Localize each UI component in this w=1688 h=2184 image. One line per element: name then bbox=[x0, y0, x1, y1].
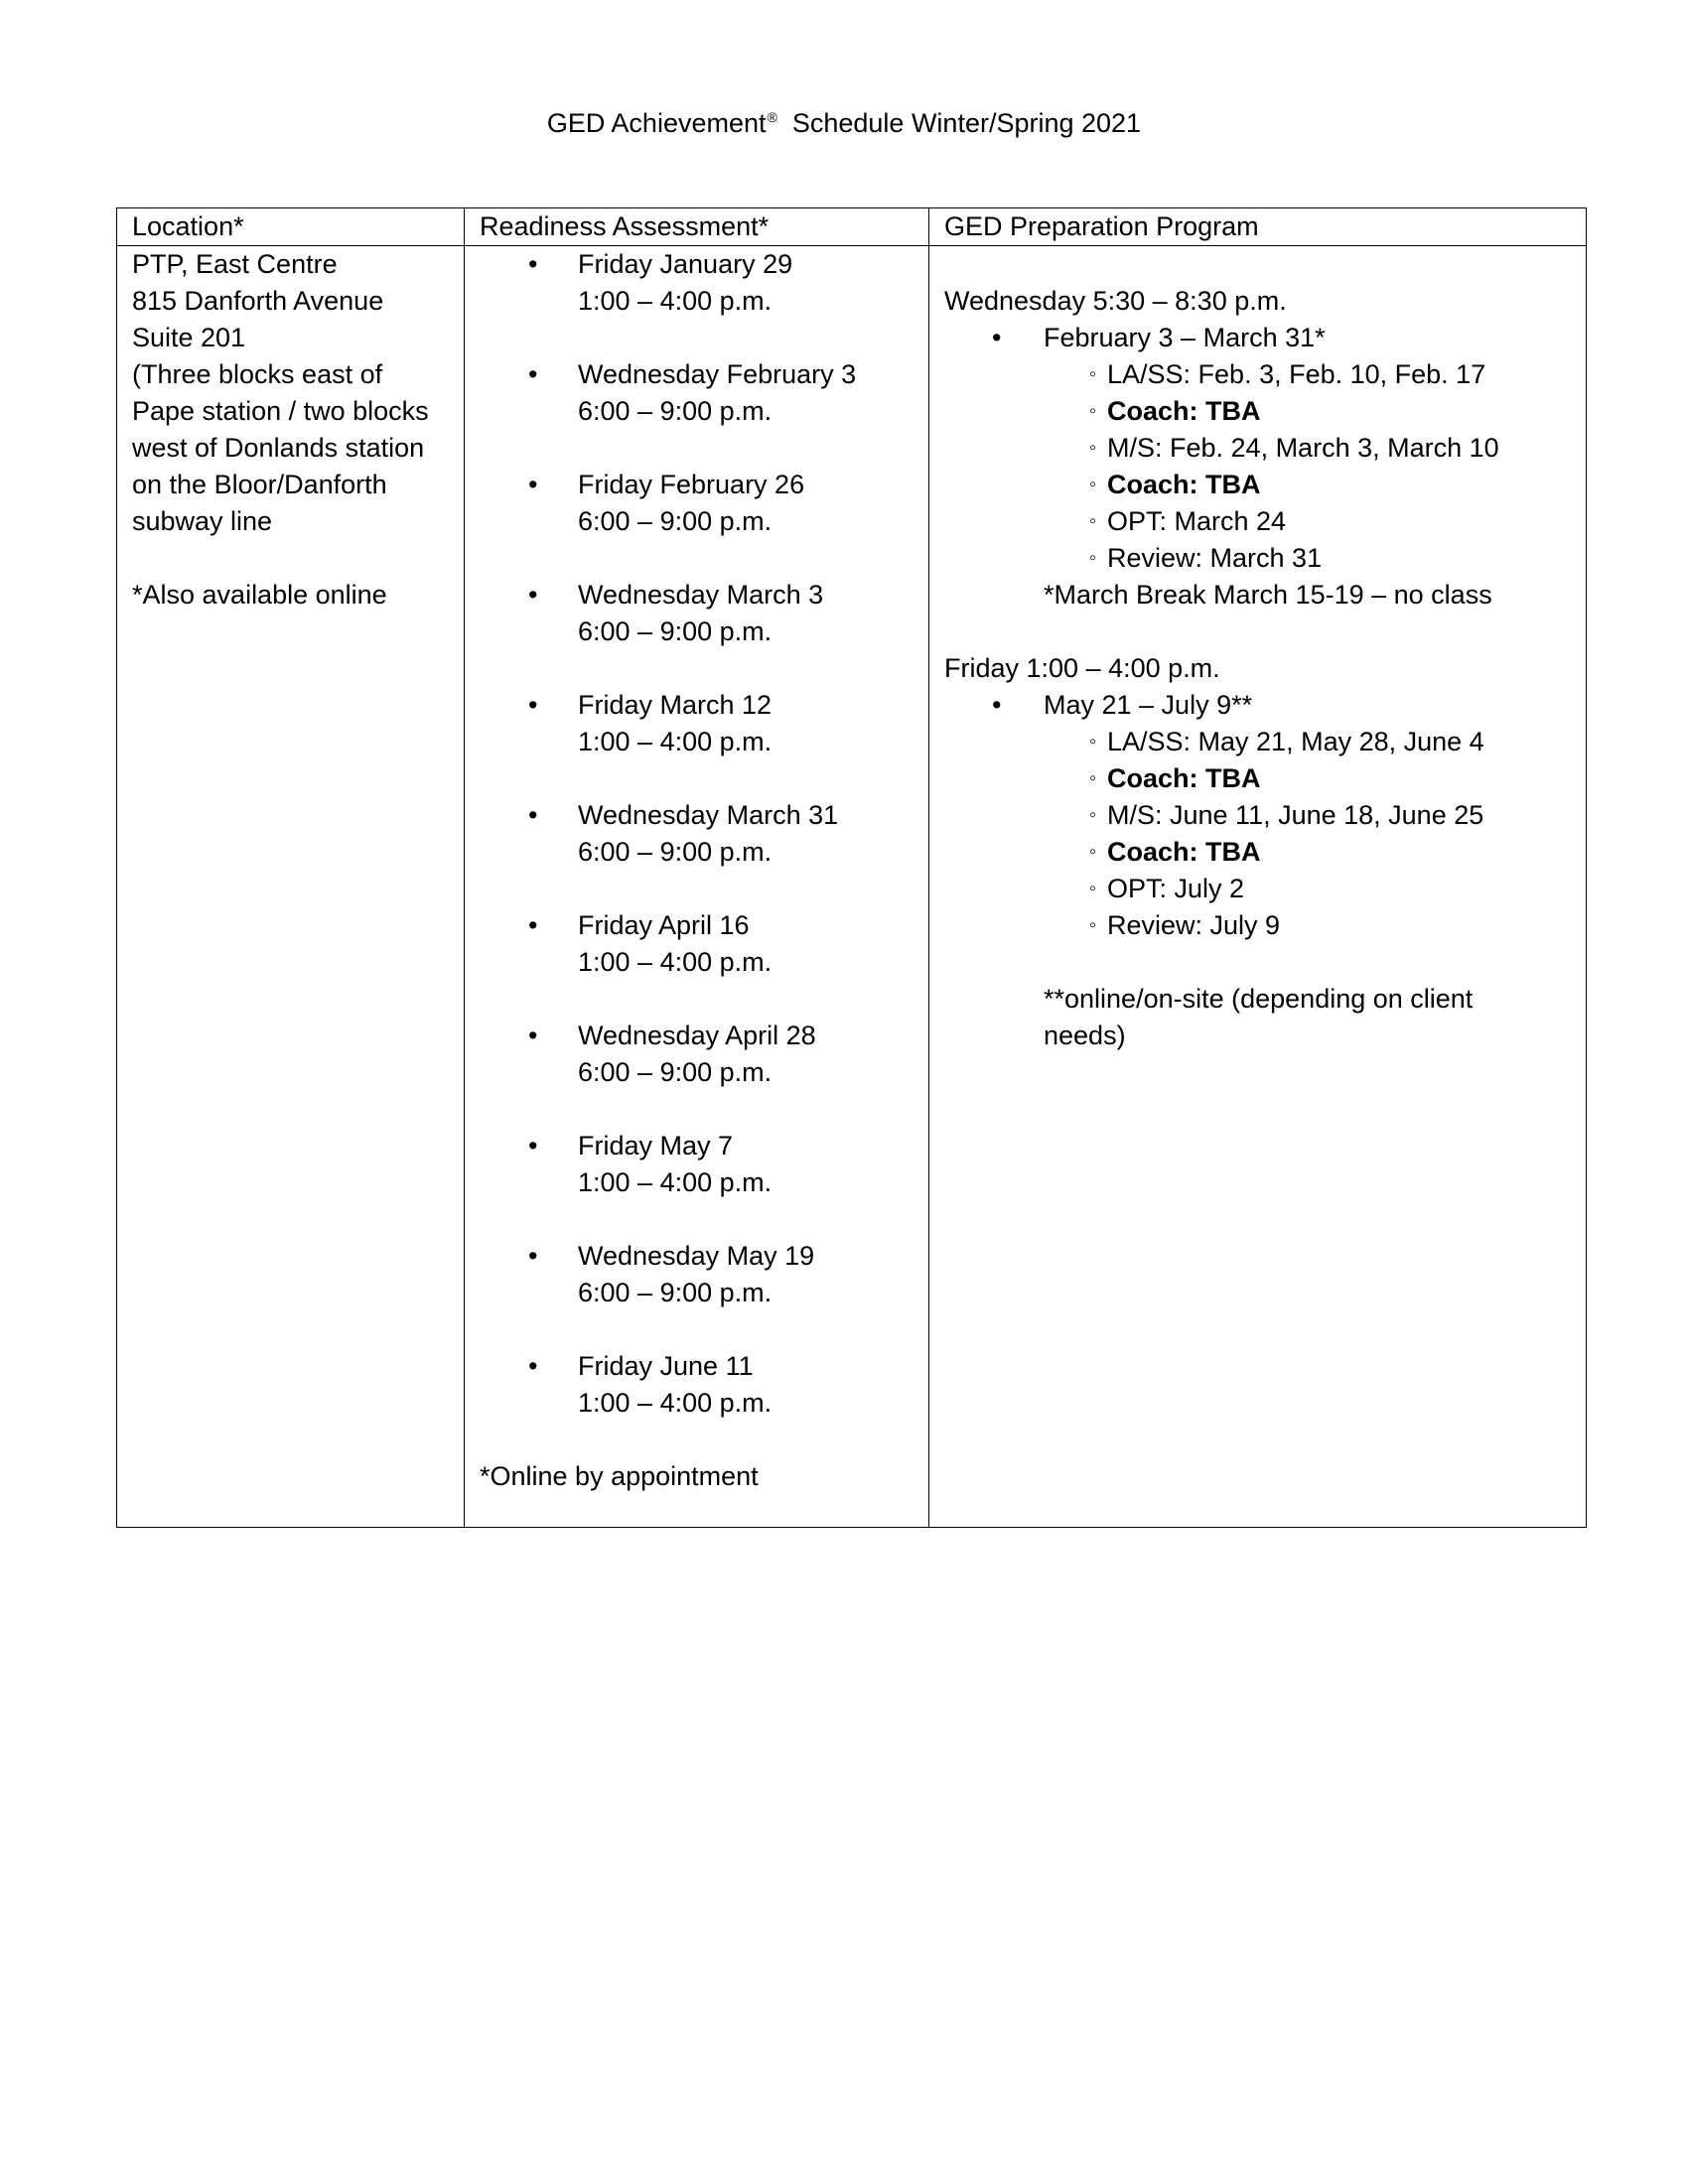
circle-bullet-icon: ◦ bbox=[1089, 400, 1097, 422]
session-time: 6:00 – 9:00 p.m. bbox=[578, 396, 773, 426]
bullet-icon: • bbox=[528, 1351, 538, 1381]
session-time: 6:00 – 9:00 p.m. bbox=[578, 506, 773, 536]
title-prefix: GED Achievement bbox=[546, 108, 767, 138]
session-day: Wednesday April 28 bbox=[578, 1021, 816, 1050]
session-day: Wednesday March 31 bbox=[578, 800, 839, 830]
location-line: 815 Danforth Avenue bbox=[132, 286, 384, 316]
location-line: on the Bloor/Danforth bbox=[132, 470, 387, 499]
header-location: Location* bbox=[117, 208, 465, 246]
bullet-icon: • bbox=[528, 690, 538, 720]
sub-item-coach: ◦ Coach: TBA bbox=[944, 760, 1571, 797]
readiness-session bbox=[480, 577, 914, 650]
session-day: Friday March 12 bbox=[578, 690, 773, 720]
session-time: 6:00 – 9:00 p.m. bbox=[578, 1278, 773, 1307]
circle-bullet-icon: ◦ bbox=[1089, 510, 1097, 532]
location-line: west of Donlands station bbox=[132, 433, 425, 463]
session-time: 1:00 – 4:00 p.m. bbox=[578, 727, 773, 756]
session-time: 6:00 – 9:00 p.m. bbox=[578, 1057, 773, 1087]
session-time: 6:00 – 9:00 p.m. bbox=[578, 616, 773, 646]
march-break-note: *March Break March 15-19 – no class bbox=[1044, 580, 1492, 610]
readiness-session bbox=[480, 1018, 914, 1091]
sub-item: ◦ M/S: Feb. 24, March 3, March 10 bbox=[944, 430, 1571, 467]
bullet-icon: • bbox=[528, 1131, 538, 1160]
body-row bbox=[117, 246, 1587, 1528]
location-line: Suite 201 bbox=[132, 323, 246, 352]
readiness-session bbox=[480, 1238, 914, 1311]
sub-item: ◦ LA/SS: May 21, May 28, June 4 bbox=[944, 724, 1571, 760]
readiness-session bbox=[480, 467, 914, 540]
sub-item-coach: ◦ Coach: TBA bbox=[944, 393, 1571, 430]
wednesday-range: • February 3 – March 31* bbox=[944, 320, 1571, 356]
bullet-icon: • bbox=[528, 249, 538, 279]
session-day: Friday May 7 bbox=[578, 1131, 734, 1160]
circle-bullet-icon: ◦ bbox=[1089, 878, 1097, 899]
session-time: 1:00 – 4:00 p.m. bbox=[578, 1167, 773, 1197]
sub-item: ◦ OPT: March 24 bbox=[944, 503, 1571, 540]
circle-bullet-icon: ◦ bbox=[1089, 437, 1097, 459]
location-line: Pape station / two blocks bbox=[132, 396, 429, 426]
friday-range: • May 21 – July 9** bbox=[944, 687, 1571, 724]
sub-item: ◦ Review: March 31 bbox=[944, 540, 1571, 577]
document-title bbox=[0, 99, 1688, 141]
circle-bullet-icon: ◦ bbox=[1089, 474, 1097, 495]
circle-bullet-icon: ◦ bbox=[1089, 914, 1097, 936]
sub-item: ◦ M/S: June 11, June 18, June 25 bbox=[944, 797, 1571, 834]
online-onsite-note-line2: needs) bbox=[1044, 1021, 1126, 1050]
circle-bullet-icon: ◦ bbox=[1089, 804, 1097, 826]
readiness-session bbox=[480, 687, 914, 760]
bullet-icon: • bbox=[528, 580, 538, 610]
ged-program-cell bbox=[929, 246, 1587, 1528]
circle-bullet-icon: ◦ bbox=[1089, 363, 1097, 385]
bullet-icon: • bbox=[528, 470, 538, 499]
sub-item: ◦ OPT: July 2 bbox=[944, 871, 1571, 907]
location-line: subway line bbox=[132, 506, 273, 536]
readiness-note: *Online by appointment bbox=[480, 1461, 759, 1491]
registered-mark: ® bbox=[767, 109, 777, 125]
session-day: Wednesday February 3 bbox=[578, 359, 857, 389]
session-time: 1:00 – 4:00 p.m. bbox=[578, 947, 773, 977]
circle-bullet-icon: ◦ bbox=[1089, 841, 1097, 863]
session-time: 1:00 – 4:00 p.m. bbox=[578, 286, 773, 316]
schedule-table bbox=[116, 207, 1587, 1528]
sub-item: ◦ LA/SS: Feb. 3, Feb. 10, Feb. 17 bbox=[944, 356, 1571, 393]
readiness-session bbox=[480, 356, 914, 430]
readiness-session bbox=[480, 797, 914, 871]
bullet-icon: • bbox=[992, 323, 1002, 352]
readiness-cell bbox=[465, 246, 929, 1528]
session-time: 6:00 – 9:00 p.m. bbox=[578, 837, 773, 867]
readiness-session bbox=[480, 246, 914, 320]
location-line: (Three blocks east of bbox=[132, 359, 383, 389]
readiness-session bbox=[480, 907, 914, 981]
location-line: PTP, East Centre bbox=[132, 249, 338, 279]
readiness-session bbox=[480, 1348, 914, 1422]
online-onsite-note-line1: **online/on-site (depending on client bbox=[1044, 984, 1474, 1014]
session-day: Friday February 26 bbox=[578, 470, 805, 499]
title-suffix: Schedule Winter/Spring 2021 bbox=[791, 108, 1142, 138]
bullet-icon: • bbox=[528, 800, 538, 830]
circle-bullet-icon: ◦ bbox=[1089, 731, 1097, 752]
bullet-icon: • bbox=[528, 1021, 538, 1050]
session-day: Wednesday May 19 bbox=[578, 1241, 815, 1271]
header-row bbox=[117, 208, 1587, 246]
location-cell bbox=[117, 246, 465, 1528]
location-note: *Also available online bbox=[132, 580, 387, 610]
friday-heading: Friday 1:00 – 4:00 p.m. bbox=[944, 653, 1220, 683]
session-time: 1:00 – 4:00 p.m. bbox=[578, 1388, 773, 1418]
session-day: Wednesday March 3 bbox=[578, 580, 824, 610]
readiness-session bbox=[480, 1128, 914, 1201]
bullet-icon: • bbox=[992, 690, 1002, 720]
circle-bullet-icon: ◦ bbox=[1089, 547, 1097, 569]
bullet-icon: • bbox=[528, 359, 538, 389]
wednesday-heading: Wednesday 5:30 – 8:30 p.m. bbox=[944, 286, 1287, 316]
session-day: Friday April 16 bbox=[578, 910, 750, 940]
header-ged-program: GED Preparation Program bbox=[929, 208, 1587, 246]
header-readiness: Readiness Assessment* bbox=[465, 208, 929, 246]
sub-item-coach: ◦ Coach: TBA bbox=[944, 467, 1571, 503]
sub-item-coach: ◦ Coach: TBA bbox=[944, 834, 1571, 871]
circle-bullet-icon: ◦ bbox=[1089, 767, 1097, 789]
bullet-icon: • bbox=[528, 1241, 538, 1271]
session-day: Friday June 11 bbox=[578, 1351, 754, 1381]
bullet-icon: • bbox=[528, 910, 538, 940]
session-day: Friday January 29 bbox=[578, 249, 793, 279]
sub-item: ◦ Review: July 9 bbox=[944, 907, 1571, 944]
